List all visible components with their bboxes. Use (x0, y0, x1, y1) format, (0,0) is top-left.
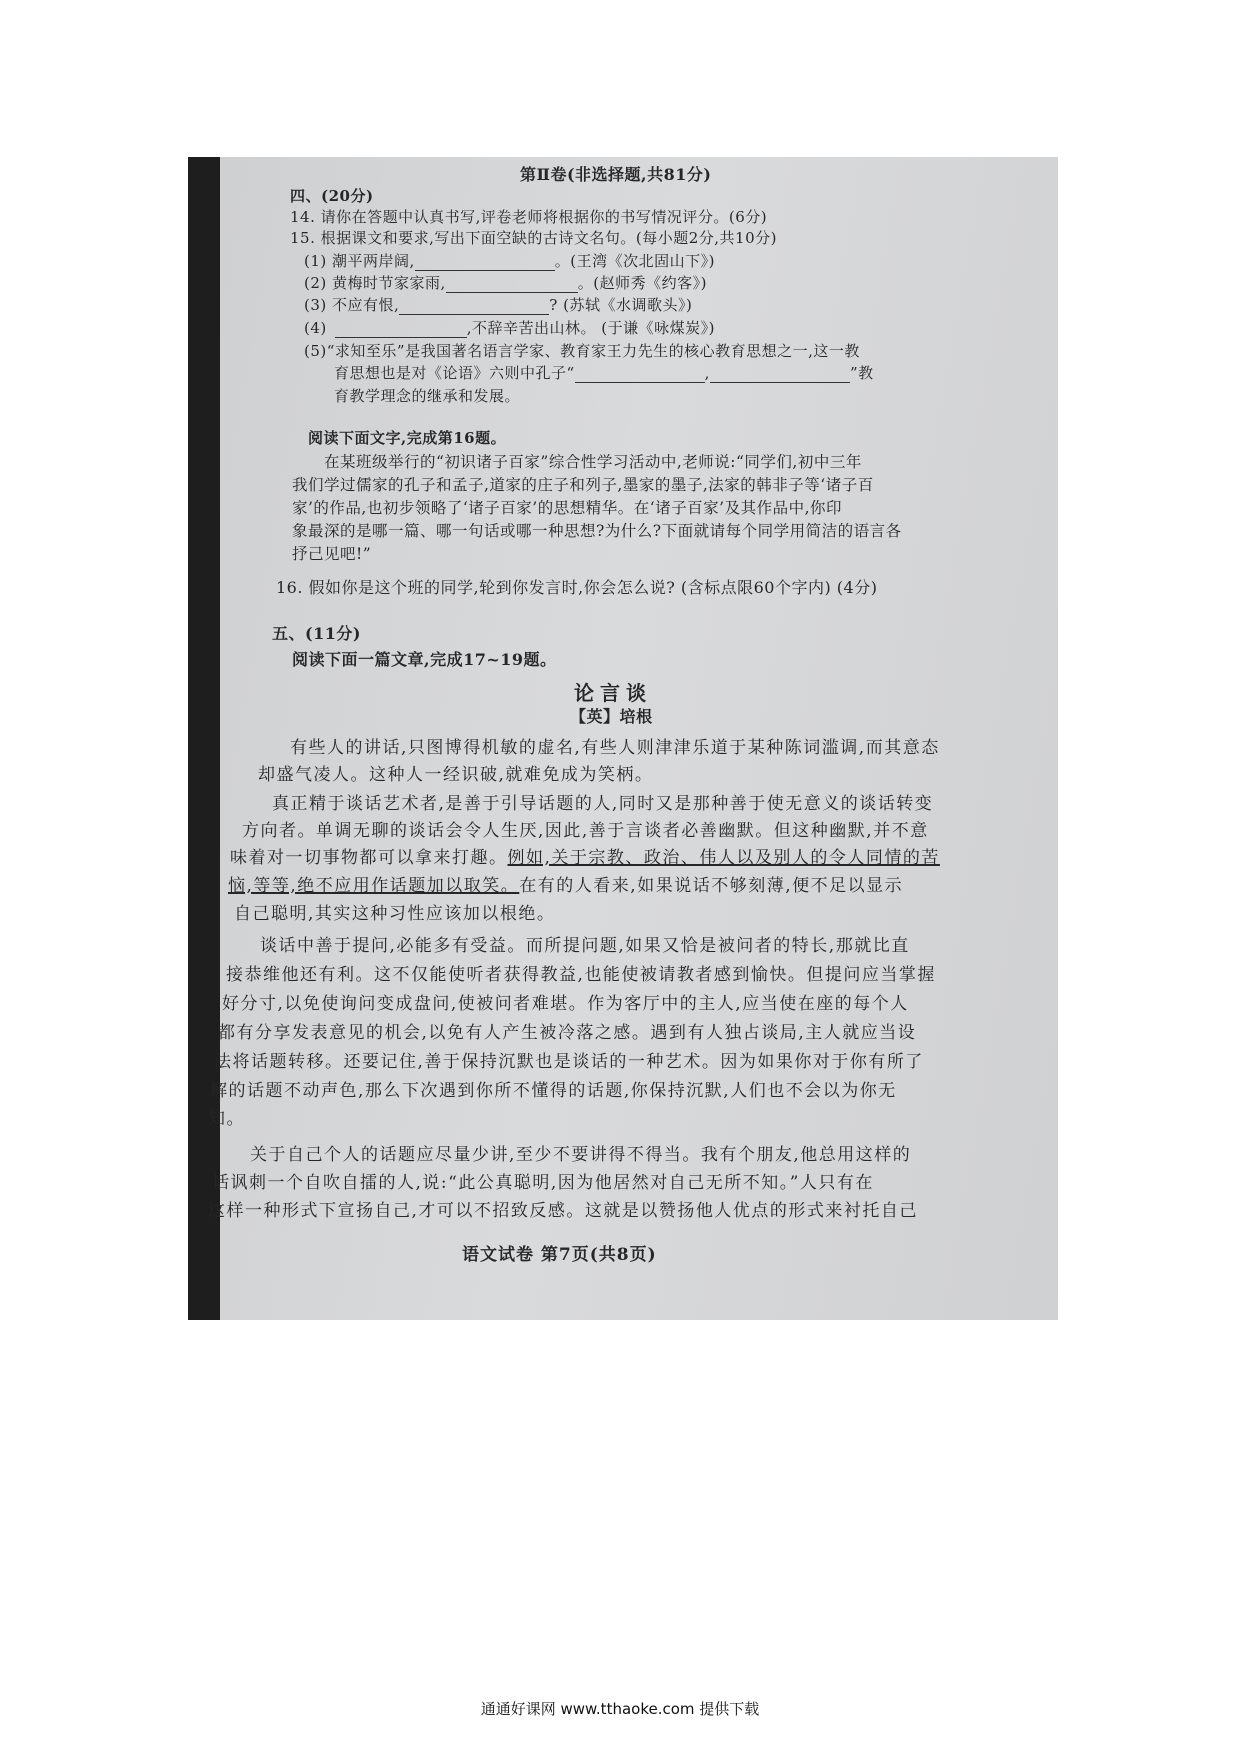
q15-3-prompt: (3) 不应有恨, (304, 296, 400, 314)
reading-16-line4: 象最深的是哪一篇、哪一句话或哪一种思想?为什么?下面就请每个同学用简洁的语言各 (292, 522, 902, 540)
q15-3-blank[interactable] (399, 314, 549, 315)
para1-line1: 有些人的讲话,只图博得机敏的虚名,有些人则津津乐道于某种陈词滥调,而其意态 (290, 738, 940, 758)
q15-3-source: ? (苏轼《水调歌头》) (549, 296, 693, 314)
reading-16-line3: 家’的作品,也初步领略了‘诸子百家’的思想精华。在‘诸子百家’及其作品中,你印 (292, 499, 842, 517)
para3-line2: 接恭维他还有利。这不仅能使听者获得教益,也能使被请教者感到愉快。但提问应当掌握 (226, 965, 936, 985)
para2-line3 (230, 843, 940, 868)
part4-heading: 四、(20分) (290, 187, 374, 205)
para3-line1: 谈话中善于提问,必能多有受益。而所提问题,如果又恰是被问者的特长,那就比直 (260, 936, 910, 956)
question-15: 15. 根据课文和要求,写出下面空缺的古诗文名句。(每小题2分,共10分) (290, 229, 777, 247)
para2-line1: 真正精于谈话艺术者,是善于引导话题的人,同时又是那种善于使无意义的谈话转变 (272, 794, 934, 814)
q15-4-source: ,不辞辛苦出山林。 (于谦《咏煤炭》) (466, 319, 715, 337)
reading-16-line5: 抒己见吧!” (292, 545, 372, 563)
article-title: 论言谈 (574, 681, 652, 705)
section-header: 第Ⅱ卷(非选择题,共81分) (520, 165, 712, 184)
q15-4-blank[interactable] (335, 337, 467, 338)
para4-line1: 关于自己个人的话题应尽量少讲,至少不要讲得不得当。我有个朋友,他总用这样的 (250, 1145, 912, 1165)
q15-5-end: ”教 (849, 364, 874, 382)
question-15-1 (304, 250, 715, 271)
q15-5-comma: , (704, 364, 710, 382)
article-author: 【英】培根 (570, 707, 653, 726)
para3-line4: 都有分享发表意见的机会,以免有人产生被冷落之感。遇到有人独占谈局,主人就应当设 (218, 1023, 917, 1043)
q15-2-blank[interactable] (446, 292, 578, 293)
part5-heading: 五、(11分) (272, 624, 361, 643)
q15-2-source: 。(赵师秀《约客》) (577, 274, 708, 292)
question-15-3 (304, 294, 692, 315)
reading-16-line1: 在某班级举行的“初识诸子百家”综合性学习活动中,老师说:“同学们,初中三年 (324, 453, 862, 471)
site-footer: 通通好课网 www.tthaoke.com 提供下载 (480, 1700, 760, 1718)
para2-line5: 自己聪明,其实这种习性应该加以根绝。 (234, 904, 556, 924)
q15-5-blank-1[interactable] (575, 382, 705, 383)
q15-1-source: 。(王湾《次北固山下》) (554, 252, 716, 270)
para3-line7: 知。 (208, 1109, 245, 1129)
q15-5-blank-2[interactable] (710, 382, 850, 383)
para2-line3-plain: 味着对一切事物都可以拿来打趣。 (230, 848, 508, 868)
question-15-5-line3: 育教学理念的继承和发展。 (334, 387, 521, 405)
reading-17-heading: 阅读下面一篇文章,完成17~19题。 (292, 650, 557, 669)
question-15-5-line2 (334, 362, 874, 383)
para2-line4 (228, 871, 903, 896)
para2-line4-plain: 在有的人看来,如果说话不够刻薄,便不足以显示 (519, 876, 904, 896)
q15-4-prompt: (4) (304, 319, 327, 337)
reading-16-line2: 我们学过儒家的孔子和孟子,道家的庄子和列子,墨家的墨子,法家的韩非子等‘诸子百 (292, 476, 874, 494)
para2-underlined-start: 例如,关于宗教、政治、伟人以及别人的令人同情的苦 (507, 848, 940, 868)
para1-line2: 却盛气凌人。这种人一经识破,就难免成为笑柄。 (258, 765, 654, 785)
para3-line6: 解的话题不动声色,那么下次遇到你所不懂得的话题,你保持沉默,人们也不会以为你无 (210, 1081, 897, 1101)
q15-1-prompt: (1) 潮平两岸阔, (304, 252, 415, 270)
reading-16-heading: 阅读下面文字,完成第16题。 (308, 429, 507, 447)
q15-5-prompt: 育思想也是对《论语》六则中孔子“ (334, 364, 575, 382)
para3-line3: 好分寸,以免使询问变成盘问,使被问者难堪。作为客厅中的主人,应当使在座的每个人 (222, 994, 909, 1014)
q15-1-blank[interactable] (415, 270, 555, 271)
para4-line3: 这样一种形式下宣扬自己,才可以不招致反感。这就是以赞扬他人优点的形式来衬托自己 (208, 1201, 918, 1221)
question-15-2 (304, 272, 707, 293)
para2-underlined-end: 恼,等等,绝不应用作话题加以取笑。 (228, 876, 520, 896)
para4-line2: 话讽刺一个自吹自擂的人,说:“此公真聪明,因为他居然对自己无所不知。”人只有在 (212, 1173, 874, 1193)
exam-page-footer: 语文试卷 第7页(共8页) (462, 1245, 657, 1265)
question-16: 16. 假如你是这个班的同学,轮到你发言时,你会怎么说? (含标点限60个字内) (4分) (276, 578, 878, 597)
question-15-5-line1: (5)“求知至乐”是我国著名语言学家、教育家王力先生的核心教育思想之一,这一教 (304, 342, 860, 360)
q15-2-prompt: (2) 黄梅时节家家雨, (304, 274, 446, 292)
question-15-4 (304, 317, 715, 338)
para3-line5: 法将话题转移。还要记住,善于保持沉默也是谈话的一种艺术。因为如果你对于你有所了 (214, 1052, 924, 1072)
question-14: 14. 请你在答题中认真书写,评卷老师将根据你的书写情况评分。(6分) (290, 208, 768, 226)
para2-line2: 方向者。单调无聊的谈话会令人生厌,因此,善于言谈者必善幽默。但这种幽默,并不意 (242, 821, 929, 841)
